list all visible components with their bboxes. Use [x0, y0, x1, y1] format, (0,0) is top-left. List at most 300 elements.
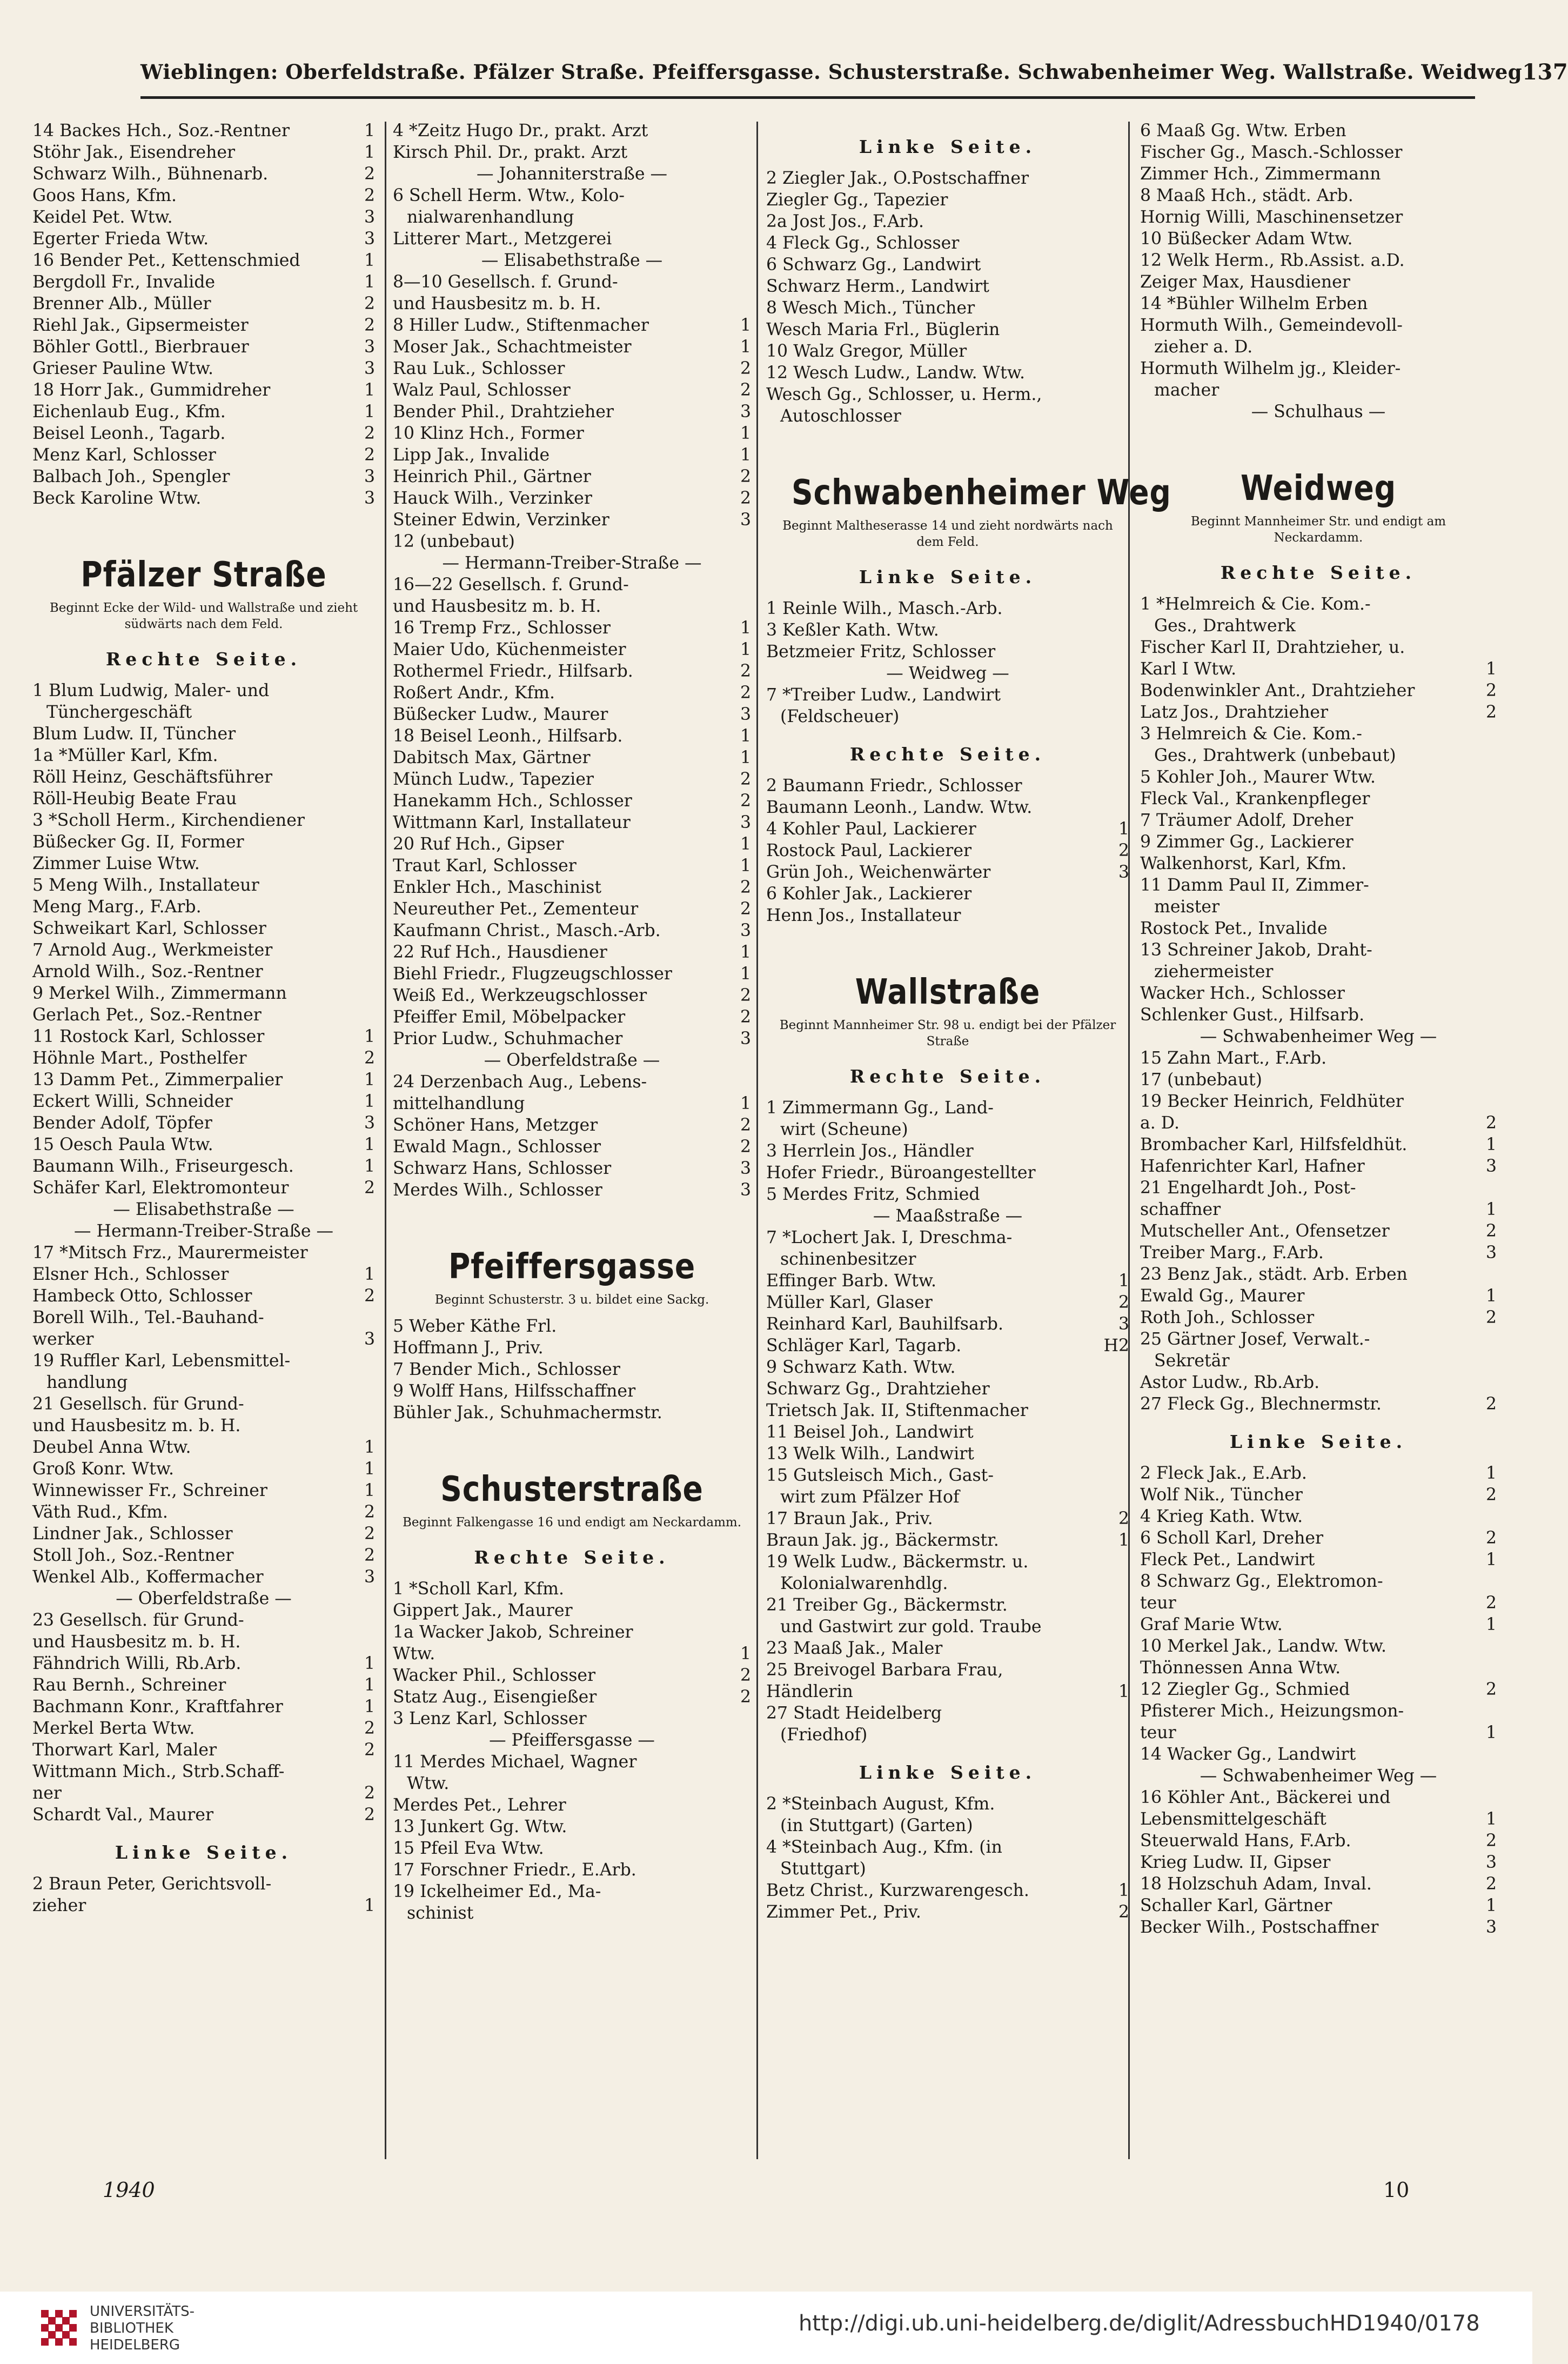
floor-number: 2 [1485, 1221, 1497, 1241]
directory-entry [766, 1140, 1129, 1162]
directory-entry [1140, 637, 1497, 658]
entry-text: 19 Welk Ludw., Bäckermstr. u. [766, 1552, 1029, 1572]
directory-entry [32, 1437, 375, 1458]
floor-number: 3 [740, 921, 751, 940]
directory-entry [32, 1545, 375, 1566]
directory-entry [32, 983, 375, 1004]
floor-number: 1 [364, 1896, 375, 1915]
directory-entry [393, 336, 751, 358]
directory-entry [393, 1114, 751, 1136]
entry-text: 2 Fleck Jak., E.Arb. [1140, 1464, 1307, 1483]
floor-number: 2 [740, 1687, 751, 1707]
directory-entry [32, 1004, 375, 1026]
directory-entry [1140, 1484, 1497, 1506]
directory-entry [393, 1816, 751, 1838]
entry-text: Merkel Berta Wtw. [32, 1719, 195, 1738]
entry-text: Walkenhorst, Karl, Kfm. [1140, 854, 1347, 873]
directory-entry [32, 1523, 375, 1545]
entry-text: Bühler Jak., Schuhmachermstr. [393, 1403, 662, 1423]
directory-entry [393, 747, 751, 769]
entry-text: Egerter Frieda Wtw. [32, 229, 209, 249]
entry-text: Fleck Val., Krankenpfleger [1140, 789, 1370, 809]
floor-number: 2 [364, 186, 375, 205]
entry-text: schaffner [1140, 1200, 1221, 1219]
street-description: Beginnt Ecke der Wild- und Wallstraße und zieht südwärts nach dem Feld. [49, 601, 358, 631]
entry-text: Fischer Gg., Masch.-Schlosser [1140, 143, 1403, 162]
entry-text: 10 Klinz Hch., Former [393, 424, 584, 443]
directory-entry [1140, 766, 1497, 788]
directory-entry [1140, 874, 1497, 896]
entry-text: 8 Schwarz Gg., Elektromon- [1140, 1572, 1383, 1591]
directory-entry [393, 1337, 751, 1359]
entry-text: Hambeck Otto, Schlosser [32, 1286, 252, 1306]
street-description: Beginnt Mannheimer Str. und endigt am Neckardamm. [1190, 515, 1446, 545]
floor-number: 1 [1485, 1809, 1497, 1829]
directory-entry [32, 1264, 375, 1285]
entry-text: 18 Horr Jak., Gummidreher [32, 380, 271, 400]
entry-text: Büßecker Gg. II, Former [32, 832, 244, 852]
entry-text: Krieg Ludw. II, Gipser [1140, 1853, 1331, 1872]
entry-text: 11 Rostock Karl, Schlosser [32, 1027, 265, 1046]
floor-number: 2 [740, 1137, 751, 1157]
entry-text: Münch Ludw., Tapezier [393, 770, 594, 789]
directory-entry [393, 466, 751, 488]
floor-number: 2 [740, 986, 751, 1005]
directory-entry [766, 1270, 1129, 1292]
directory-entry [393, 1643, 751, 1665]
directory-entry [766, 598, 1129, 619]
floor-number: 1 [740, 337, 751, 357]
floor-number: 1 [740, 856, 751, 876]
entry-text: 23 Benz Jak., städt. Arb. Erben [1140, 1265, 1408, 1284]
directory-entry [1140, 723, 1497, 745]
directory-entry [393, 1751, 751, 1773]
entry-text: Henn Jos., Installateur [766, 906, 961, 925]
floor-number: 1 [740, 1094, 751, 1113]
entry-text: Ewald Gg., Maurer [1140, 1286, 1305, 1306]
entry-text: Trietsch Jak. II, Stiftenmacher [766, 1401, 1028, 1420]
entry-text: Litterer Mart., Metzgerei [393, 229, 612, 249]
entry-text: 18 Holzschuh Adam, Inval. [1140, 1874, 1372, 1894]
entry-text: Steiner Edwin, Verzinker [393, 510, 609, 530]
floor-number: 2 [740, 662, 751, 681]
entry-text: 14 Wacker Gg., Landwirt [1140, 1745, 1356, 1764]
directory-entry [766, 1465, 1129, 1486]
directory-entry [1140, 1614, 1497, 1635]
floor-number: 3 [740, 1180, 751, 1200]
directory-entry [1140, 702, 1497, 723]
entry-text: 6 Kohler Jak., Lackierer [766, 884, 972, 904]
entry-text: Roßert Andr., Kfm. [393, 683, 555, 703]
entry-text: Treiber Marg., F.Arb. [1140, 1243, 1324, 1263]
entry-text: Schwarz Herm., Landwirt [766, 277, 989, 296]
directory-entry [766, 1335, 1129, 1357]
entry-text: Merdes Pet., Lehrer [393, 1795, 566, 1815]
entry-text: Blum Ludw. II, Tüncher [32, 724, 236, 744]
entry-text: 20 Ruf Hch., Gipser [393, 834, 564, 854]
entry-text: 9 Wolff Hans, Hilfsschaffner [393, 1381, 636, 1401]
directory-entry [766, 1227, 1129, 1248]
directory-entry [393, 682, 751, 704]
entry-text: 1 *Helmreich & Cie. Kom.- [1140, 595, 1371, 614]
cross-street-separator: — Pfeiffersgasse — [489, 1731, 655, 1750]
directory-entry [766, 1378, 1129, 1400]
directory-entry [766, 319, 1129, 340]
directory-entry [393, 985, 751, 1006]
entry-text: 16 Bender Pet., Kettenschmied [32, 251, 300, 270]
entry-text: und Hausbesitz m. b. H. [32, 1632, 241, 1652]
entry-text: Händlerin [766, 1682, 853, 1701]
entry-text: 9 Zimmer Gg., Lackierer [1140, 832, 1353, 852]
entry-text: Ewald Magn., Schlosser [393, 1137, 601, 1157]
entry-continuation: schinist [407, 1904, 474, 1923]
entry-text: 19 Becker Heinrich, Feldhüter [1140, 1092, 1404, 1111]
entry-text: 2 *Steinbach August, Kfm. [766, 1794, 995, 1814]
directory-entry [393, 228, 751, 250]
entry-continuation: Wtw. [407, 1774, 450, 1793]
directory-entry [32, 336, 375, 358]
floor-number: 1 [1485, 1464, 1497, 1483]
entry-text: Heinrich Phil., Gärtner [393, 467, 591, 486]
floor-number: 1 [740, 1644, 751, 1664]
entry-text: Wacker Phil., Schlosser [393, 1666, 596, 1685]
directory-entry [1140, 1177, 1497, 1199]
floor-number: 2 [740, 770, 751, 789]
directory-entry [1140, 1506, 1497, 1527]
directory-entry [393, 1578, 751, 1600]
street-description: Beginnt Maltheserasse 14 und zieht nordwärts nach dem Feld. [782, 519, 1113, 549]
floor-number: 1 [364, 121, 375, 141]
directory-entry [32, 896, 375, 918]
directory-entry [393, 855, 751, 877]
floor-number: 2 [364, 445, 375, 465]
directory-entry [393, 401, 751, 423]
directory-entry [32, 788, 375, 810]
directory-entry [32, 1696, 375, 1718]
footer-sheet-number: 10 [1383, 2178, 1410, 2202]
entry-continuation: meister [1154, 897, 1220, 917]
entry-continuation: (Friedhof) [780, 1725, 868, 1745]
directory-entry [1140, 120, 1497, 142]
floor-number: 2 [1485, 1528, 1497, 1548]
entry-text: Schlenker Gust., Hilfsarb. [1140, 1005, 1365, 1025]
directory-entry [766, 1184, 1129, 1205]
entry-text: Ziegler Gg., Tapezier [766, 190, 948, 210]
entry-continuation: Autoschlosser [780, 406, 901, 426]
column-2 [386, 120, 751, 2163]
directory-entry [1140, 1549, 1497, 1571]
entry-text: Grün Joh., Weichenwärter [766, 863, 991, 882]
street-heading: Schwabenheimer Weg [792, 473, 1171, 513]
directory-entry [32, 379, 375, 401]
directory-entry [393, 1315, 751, 1337]
entry-text: Schardt Val., Maurer [32, 1805, 214, 1825]
entry-continuation: ziehermeister [1154, 962, 1274, 981]
floor-number: 1 [1485, 659, 1497, 679]
directory-entry [766, 641, 1129, 663]
entry-text: Zeiger Max, Hausdiener [1140, 272, 1350, 292]
entry-text: Rau Bernh., Schreiner [32, 1675, 226, 1695]
directory-entry [393, 1158, 751, 1179]
entry-text: 10 Merkel Jak., Landw. Wtw. [1140, 1637, 1387, 1656]
directory-entry [766, 684, 1129, 706]
directory-entry [32, 1566, 375, 1588]
directory-entry [32, 853, 375, 874]
entry-text: 15 Zahn Mart., F.Arb. [1140, 1049, 1327, 1068]
directory-entry [393, 1093, 751, 1114]
floor-number: 2 [364, 1784, 375, 1803]
floor-number: 3 [1485, 1853, 1497, 1872]
entry-text: Betzmeier Fritz, Schlosser [766, 642, 996, 662]
entry-text: 1a Wacker Jakob, Schreiner [393, 1622, 633, 1642]
directory-entry [393, 315, 751, 336]
directory-entry [1140, 293, 1497, 315]
cross-street-separator: — Hermann-Treiber-Straße — [74, 1221, 333, 1241]
entry-text: Rostock Pet., Invalide [1140, 919, 1328, 938]
entry-continuation: zieher a. D. [1154, 337, 1253, 357]
entry-text: Rostock Paul, Lackierer [766, 841, 972, 860]
directory-entry [393, 833, 751, 855]
directory-entry [393, 120, 751, 142]
floor-number: 2 [1485, 1831, 1497, 1851]
directory-entry [1140, 1787, 1497, 1808]
entry-text: Büßecker Ludw., Maurer [393, 705, 608, 724]
floor-number: 1 [1485, 1615, 1497, 1634]
floor-number: 1 [740, 726, 751, 746]
entry-text: Schaller Karl, Gärtner [1140, 1896, 1332, 1915]
entry-text: Baumann Wilh., Friseurgesch. [32, 1157, 294, 1176]
directory-entry [32, 1134, 375, 1156]
street-side-heading: Linke Seite. [859, 566, 1037, 587]
directory-entry [393, 531, 751, 552]
entry-text: Groß Konr. Wtw. [32, 1459, 175, 1479]
entry-continuation: Sekretär [1154, 1351, 1230, 1371]
entry-text: Bodenwinkler Ant., Drahtzieher [1140, 681, 1415, 700]
directory-entry [1140, 1679, 1497, 1700]
entry-text: 17 Forschner Friedr., E.Arb. [393, 1860, 636, 1880]
directory-entry [32, 120, 375, 142]
directory-entry [1140, 1873, 1497, 1895]
directory-entry [393, 423, 751, 444]
directory-entry [393, 379, 751, 401]
floor-number: 1 [364, 1092, 375, 1111]
entry-text: 23 Maaß Jak., Maler [766, 1639, 943, 1658]
entry-text: Neureuther Pet., Zementeur [393, 899, 639, 919]
directory-entry [766, 1638, 1129, 1659]
column-1 [32, 120, 378, 2163]
floor-number: 1 [1485, 1550, 1497, 1570]
cross-street-separator: — Elisabethstraße — [113, 1200, 294, 1219]
column-3 [756, 120, 1171, 2163]
directory-entry [393, 444, 751, 466]
floor-number: 2 [364, 1049, 375, 1068]
directory-entry [393, 941, 751, 963]
directory-entry [1140, 831, 1497, 853]
entry-text: 21 Treiber Gg., Bäckermstr. [766, 1595, 1008, 1615]
street-description: Beginnt Mannheimer Str. 98 u. endigt bei der Pfälzer Straße [779, 1018, 1116, 1049]
entry-text: 6 Schwarz Gg., Landwirt [766, 255, 981, 275]
entry-text: 13 Welk Wilh., Landwirt [766, 1444, 974, 1464]
directory-entry [1140, 680, 1497, 702]
floor-number: 3 [364, 1330, 375, 1349]
entry-text: 10 Büßecker Adam Wtw. [1140, 229, 1353, 249]
entry-text: 8 Maaß Hch., städt. Arb. [1140, 186, 1353, 205]
entry-text: Pfeiffer Emil, Möbelpacker [393, 1007, 626, 1027]
directory-entry [1140, 918, 1497, 939]
floor-number: 2 [364, 1805, 375, 1825]
entry-text: Prior Ludw., Schuhmacher [393, 1029, 623, 1049]
floor-number: 2 [740, 1007, 751, 1027]
directory-entry [1140, 1307, 1497, 1328]
entry-text: Wenkel Alb., Koffermacher [32, 1567, 264, 1587]
entry-text: 1 Reinle Wilh., Masch.-Arb. [766, 599, 1003, 618]
floor-number: 1 [740, 316, 751, 335]
entry-text: Effinger Barb. Wtw. [766, 1271, 937, 1291]
directory-entry [32, 466, 375, 488]
directory-entry [32, 1026, 375, 1047]
entry-text: Meng Marg., F.Arb. [32, 897, 202, 917]
directory-entry [393, 963, 751, 985]
floor-number: 1 [364, 1654, 375, 1673]
directory-entry [766, 362, 1129, 384]
floor-number: 2 [364, 316, 375, 335]
directory-entry [1140, 1069, 1497, 1091]
directory-entry [393, 1859, 751, 1881]
directory-entry [32, 228, 375, 250]
directory-entry [32, 1718, 375, 1739]
entry-text: 5 Kohler Joh., Maurer Wtw. [1140, 767, 1376, 787]
directory-entry [766, 1400, 1129, 1421]
directory-entry [393, 1621, 751, 1643]
entry-text: 16 Tremp Frz., Schlosser [393, 618, 611, 638]
floor-number: 1 [364, 1157, 375, 1176]
directory-entry [32, 1804, 375, 1826]
directory-entry [766, 1681, 1129, 1702]
entry-text: 13 Damm Pet., Zimmerpalier [32, 1070, 283, 1090]
street-side-heading: Linke Seite. [859, 136, 1037, 157]
directory-entry [1140, 1156, 1497, 1177]
entry-text: Arnold Wilh., Soz.-Rentner [32, 962, 263, 981]
directory-entry [766, 1443, 1129, 1465]
directory-entry [1140, 1852, 1497, 1873]
floor-number: 2 [740, 878, 751, 897]
directory-entry [1140, 206, 1497, 228]
entry-text: Wittmann Mich., Strb.Schaff- [32, 1762, 285, 1781]
entry-text: 6 Schell Herm. Wtw., Kolo- [393, 186, 625, 205]
directory-entry [766, 1357, 1129, 1378]
entry-text: Moser Jak., Schachtmeister [393, 337, 632, 357]
directory-entry [1140, 271, 1497, 293]
directory-entry [1140, 810, 1497, 831]
entry-text: und Hausbesitz m. b. H. [393, 597, 601, 616]
entry-text: Väth Rud., Kfm. [32, 1502, 168, 1522]
entry-text: 12 Wesch Ludw., Landw. Wtw. [766, 363, 1025, 383]
directory-entry [1140, 1047, 1497, 1069]
floor-number: 1 [364, 1027, 375, 1046]
floor-number: 3 [364, 337, 375, 357]
entry-text: Beck Karoline Wtw. [32, 489, 202, 508]
directory-entry [32, 810, 375, 831]
entry-text: Wesch Gg., Schlosser, u. Herm., [766, 385, 1042, 404]
floor-number: 2 [740, 791, 751, 811]
entry-text: 13 Junkert Gg. Wtw. [393, 1817, 567, 1837]
entry-text: Röll Heinz, Geschäftsführer [32, 767, 273, 787]
floor-number: 2 [1118, 1293, 1129, 1312]
entry-text: Bachmann Konr., Kraftfahrer [32, 1697, 283, 1717]
entry-text: 7 *Treiber Ludw., Landwirt [766, 685, 1001, 705]
floor-number: 3 [1485, 1918, 1497, 1937]
entry-text: 3 Herrlein Jos., Händler [766, 1141, 974, 1161]
entry-text: Roth Joh., Schlosser [1140, 1308, 1315, 1327]
entry-text: Beisel Leonh., Tagarb. [32, 424, 226, 443]
directory-entry [32, 874, 375, 896]
floor-number: 2 [740, 1116, 751, 1135]
entry-text: 6 Scholl Karl, Dreher [1140, 1528, 1324, 1548]
floor-number: 2 [1118, 1509, 1129, 1528]
entry-continuation: macher [1154, 380, 1219, 400]
entry-text: 12 Ziegler Gg., Schmied [1140, 1680, 1350, 1699]
floor-number: 2 [364, 1502, 375, 1522]
directory-entry [766, 1313, 1129, 1335]
directory-entry [766, 1508, 1129, 1530]
directory-entry [1140, 1199, 1497, 1220]
entry-text: Traut Karl, Schlosser [393, 856, 577, 876]
entry-text: Weiß Ed., Werkzeugschlosser [393, 986, 647, 1005]
entry-text: Statz Aug., Eisengießer [393, 1687, 597, 1707]
floor-number: 1 [364, 143, 375, 162]
directory-entry [766, 905, 1129, 926]
entry-text: 14 *Bühler Wilhelm Erben [1140, 294, 1368, 313]
entry-continuation: (Feldscheuer) [780, 707, 900, 726]
entry-text: Zimmer Pet., Priv. [766, 1902, 921, 1922]
directory-entry [32, 1501, 375, 1523]
library-name-line: UNIVERSITÄTS- [90, 2303, 195, 2320]
entry-text: Baumann Leonh., Landw. Wtw. [766, 798, 1033, 817]
directory-entry [32, 1350, 375, 1372]
floor-number: 2 [364, 1286, 375, 1306]
floor-number: 3 [740, 1159, 751, 1178]
floor-number: 2 [1485, 1874, 1497, 1894]
directory-entry [32, 1242, 375, 1264]
directory-entry [32, 766, 375, 788]
directory-entry [393, 1794, 751, 1816]
directory-entry [32, 1285, 375, 1307]
entry-text: Becker Wilh., Postschaffner [1140, 1918, 1379, 1937]
entry-text: Schäfer Karl, Elektromonteur [32, 1178, 289, 1198]
directory-entry [32, 358, 375, 379]
page-header [140, 48, 1568, 99]
directory-entry [32, 831, 375, 853]
directory-entry [766, 1162, 1129, 1184]
directory-entry [766, 211, 1129, 232]
directory-entry [766, 797, 1129, 818]
directory-entry [393, 1006, 751, 1028]
entry-text: 3 Lenz Karl, Schlosser [393, 1709, 587, 1728]
floor-number: 3 [364, 1567, 375, 1587]
entry-text: 25 Gärtner Josef, Verwalt.- [1140, 1330, 1370, 1349]
directory-entry [393, 1838, 751, 1859]
entry-text: Wtw. [393, 1644, 435, 1664]
directory-entry [32, 423, 375, 444]
directory-entry [32, 1674, 375, 1696]
entry-continuation: handlung [46, 1373, 128, 1392]
directory-entry [1140, 142, 1497, 163]
entry-text: 2 Braun Peter, Gerichtsvoll- [32, 1874, 272, 1894]
directory-entry [1140, 1134, 1497, 1156]
floor-number: 2 [1118, 841, 1129, 860]
source-url-link[interactable]: http://digi.ub.uni-heidelberg.de/diglit/AdressbuchHD1940/0178 [799, 2311, 1480, 2336]
entry-text: 15 Gutsleisch Mich., Gast- [766, 1466, 994, 1485]
